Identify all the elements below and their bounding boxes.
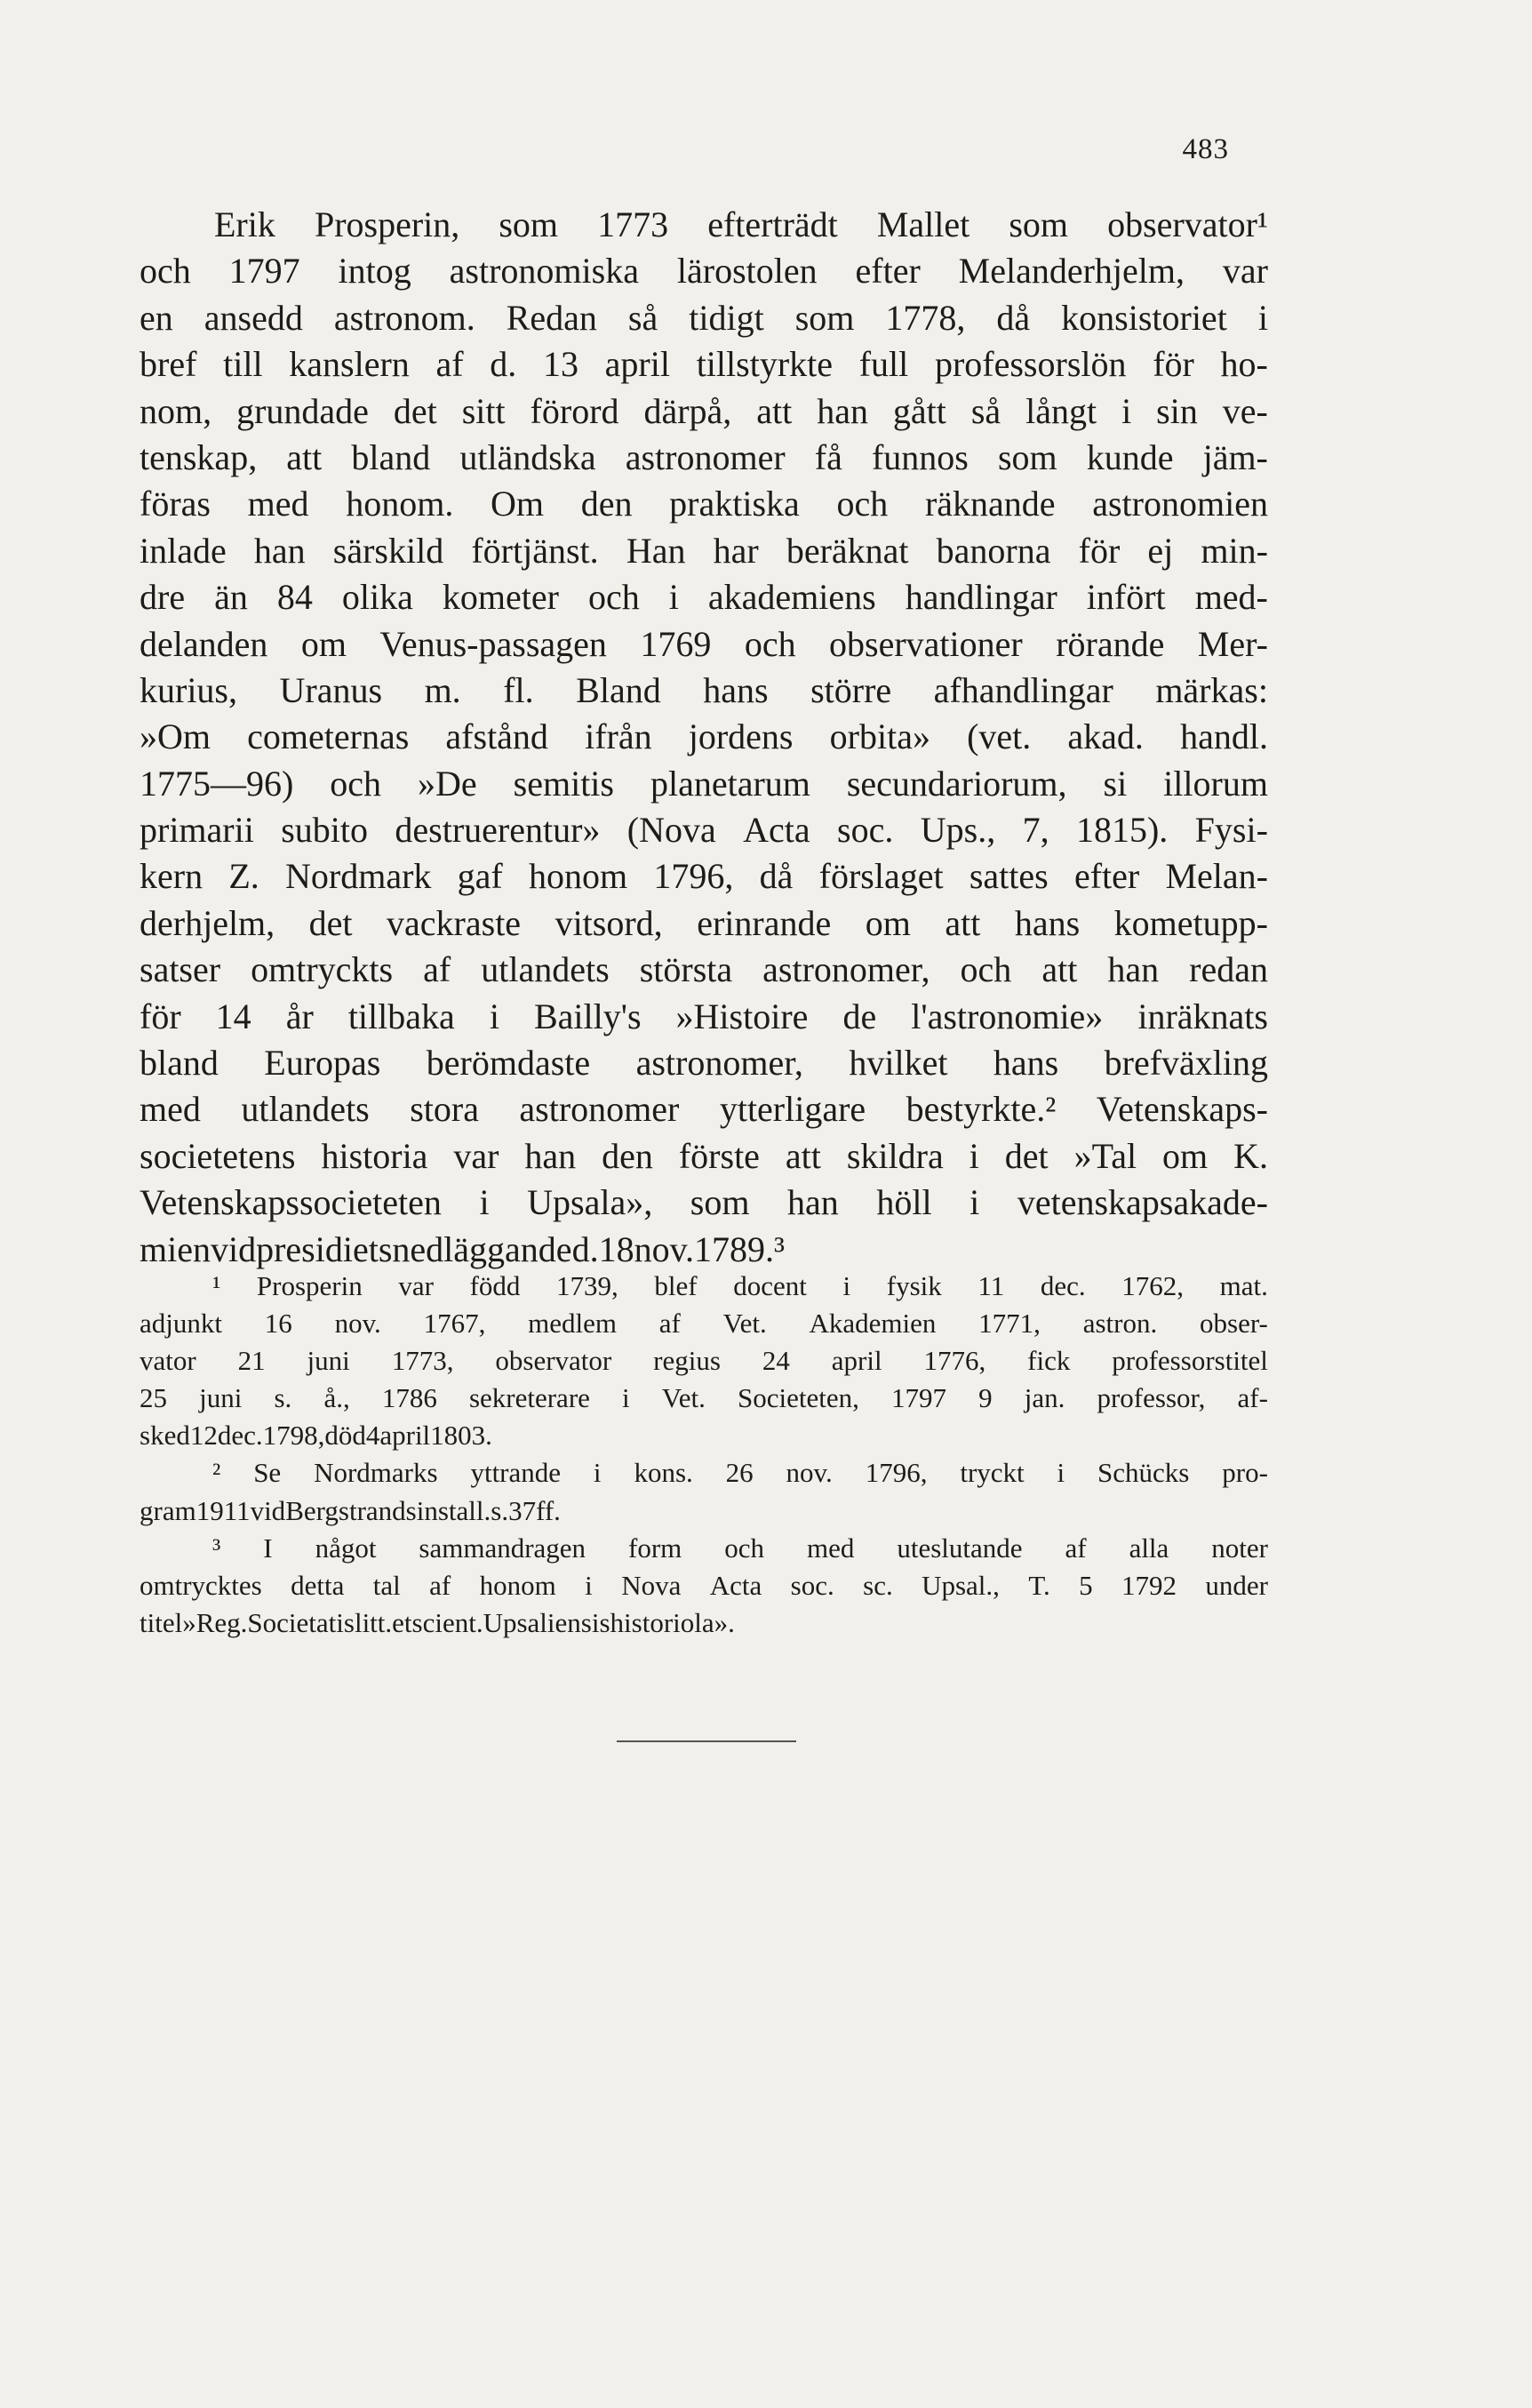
body-line: med utlandets stora astronomer ytterligare bestyrkte.² Vetenskaps- bbox=[140, 1089, 1268, 1130]
body-line: 1775—96) och »De semitis planetarum secundariorum, si illorum bbox=[140, 763, 1268, 804]
body-line: bref till kanslern af d. 13 april tillstyrkte full professorslön för ho- bbox=[140, 344, 1268, 385]
footnote-line: titel »Reg. Societatis litt. et scient. Upsaliensis historiola». bbox=[140, 1606, 735, 1638]
body-line: en ansedd astronom. Redan så tidigt som 1778, då konsistoriet i bbox=[140, 297, 1268, 338]
body-line: satser omtryckts af utlandets största astronomer, och att han redan bbox=[140, 949, 1268, 990]
footnote-line: 25 juni s. å., 1786 sekreterare i Vet. Societeten, 1797 9 jan. professor, af- bbox=[140, 1382, 1268, 1414]
footnote-line: adjunkt 16 nov. 1767, medlem af Vet. Akademien 1771, astron. obser- bbox=[140, 1308, 1268, 1340]
body-line: inlade han särskild förtjänst. Han har beräknat banorna för ej min- bbox=[140, 530, 1268, 571]
footnote-line: ² Se Nordmarks yttrande i kons. 26 nov. 1796, tryckt i Schücks pro- bbox=[212, 1457, 1268, 1489]
body-line: mien vid presidiets nedläggande d. 18 nov. 1789.³ bbox=[140, 1228, 785, 1269]
body-line: tenskap, att bland utländska astronomer få funnos som kunde jäm- bbox=[140, 436, 1268, 477]
body-line: delanden om Venus-passagen 1769 och observationer rörande Mer- bbox=[140, 623, 1268, 664]
body-line: Erik Prosperin, som 1773 efterträdt Mallet som observator¹ bbox=[214, 204, 1268, 244]
footnote-line: sked 12 dec. 1798, död 4 april 1803. bbox=[140, 1420, 492, 1452]
main-text bbox=[140, 202, 1268, 1273]
footnote-line: omtrycktes detta tal af honom i Nova Acta soc. sc. Upsal., T. 5 1792 under bbox=[140, 1569, 1268, 1601]
body-line: bland Europas berömdaste astronomer, hvilket hans brefväxling bbox=[140, 1043, 1268, 1084]
footnote-line: ³ I något sammandragen form och med uteslutande af alla noter bbox=[212, 1532, 1268, 1564]
body-line: för 14 år tillbaka i Bailly's »Histoire de l'astronomie» inräknats bbox=[140, 996, 1268, 1036]
body-line: primarii subito destruerentur» (Nova Acta soc. Ups., 7, 1815). Fysi- bbox=[140, 810, 1268, 851]
page-number: 483 bbox=[1182, 133, 1229, 165]
end-rule bbox=[617, 1740, 796, 1742]
body-line: societetens historia var han den förste att skildra i det »Tal om K. bbox=[140, 1135, 1268, 1176]
body-line: nom, grundade det sitt förord därpå, att han gått så långt i sin ve- bbox=[140, 390, 1268, 431]
footnote-line: gram 1911 vid Bergstrands install. s. 37 ff. bbox=[140, 1494, 561, 1526]
body-line: och 1797 intog astronomiska lärostolen efter Melanderhjelm, var bbox=[140, 251, 1268, 292]
footnote-line: ¹ Prosperin var född 1739, blef docent i fysik 11 dec. 1762, mat. bbox=[212, 1270, 1268, 1301]
body-line: derhjelm, det vackraste vitsord, erinrande om att hans kometupp- bbox=[140, 902, 1268, 943]
body-line: dre än 84 olika kometer och i akademiens handlingar infört med- bbox=[140, 577, 1268, 618]
body-line: Vetenskapssocieteten i Upsala», som han höll i vetenskapsakade- bbox=[140, 1182, 1268, 1223]
body-line: »Om cometernas afstånd ifrån jordens orbita» (vet. akad. handl. bbox=[140, 716, 1268, 757]
body-line: kern Z. Nordmark gaf honom 1796, då förslaget sattes efter Melan- bbox=[140, 856, 1268, 897]
footnote-line: vator 21 juni 1773, observator regius 24 april 1776, fick professorstitel bbox=[140, 1345, 1268, 1377]
body-line: föras med honom. Om den praktiska och räknande astronomien bbox=[140, 484, 1268, 524]
footnotes bbox=[140, 1268, 1268, 1642]
body-line: kurius, Uranus m. fl. Bland hans större afhandlingar märkas: bbox=[140, 669, 1268, 710]
